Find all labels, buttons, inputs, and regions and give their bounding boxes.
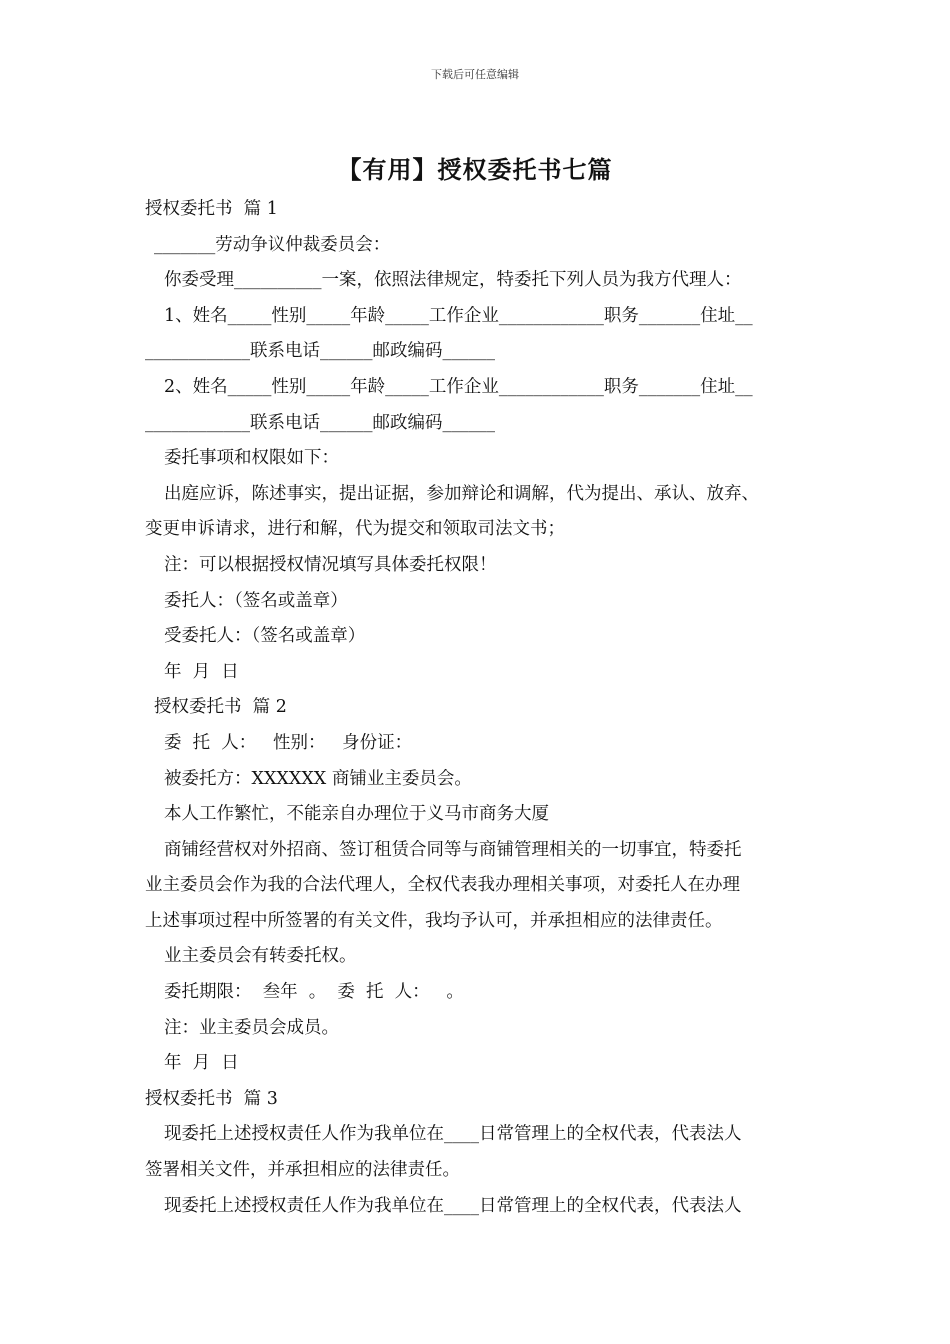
paragraph-line: 1、姓名_____性别_____年龄_____工作企业____________职务_______住址__ bbox=[164, 305, 753, 326]
document-title: 【有用】授权委托书七篇 bbox=[337, 156, 613, 184]
document-body bbox=[145, 192, 825, 1224]
paragraph-line: 受委托人：（签名或盖章） bbox=[164, 626, 366, 647]
section-heading: 授权委托书 篇 3 bbox=[145, 1088, 278, 1109]
paragraph-line: 年 月 日 bbox=[164, 1053, 239, 1074]
paragraph-line: 出庭应诉，陈述事实，提出证据，参加辩论和调解，代为提出、承认、放弃、 bbox=[164, 483, 759, 504]
paragraph-line: 签署相关文件，并承担相应的法律责任。 bbox=[145, 1160, 460, 1181]
paragraph-line: 你委受理__________一案，依照法律规定，特委托下列人员为我方代理人： bbox=[164, 270, 742, 291]
paragraph-line: 注：可以根据授权情况填写具体委托权限！ bbox=[164, 554, 497, 575]
paragraph-line: 委托事项和权限如下： bbox=[164, 448, 339, 469]
header-note: 下载后可任意编辑 bbox=[431, 68, 519, 81]
paragraph-line: ____________联系电话______邮政编码______ bbox=[145, 412, 495, 433]
paragraph-line: 现委托上述授权责任人作为我单位在____日常管理上的全权代表，代表法人 bbox=[164, 1195, 742, 1216]
paragraph-line: 业主委员会作为我的合法代理人，全权代表我办理相关事项，对委托人在办理 bbox=[145, 875, 740, 896]
paragraph-line: 注：业主委员会成员。 bbox=[164, 1017, 339, 1038]
paragraph-line: 商铺经营权对外招商、签订租赁合同等与商铺管理相关的一切事宜，特委托 bbox=[164, 839, 742, 860]
paragraph-line: _______劳动争议仲裁委员会： bbox=[154, 234, 391, 255]
paragraph-line: 委托期限： 叁年 。 委 托 人： 。 bbox=[164, 982, 464, 1003]
paragraph-line: 委托人：（签名或盖章） bbox=[164, 590, 348, 611]
section-heading: 授权委托书 篇 2 bbox=[154, 697, 287, 718]
paragraph-line: 2、姓名_____性别_____年龄_____工作企业____________职务_______住址__ bbox=[164, 376, 753, 397]
paragraph-line: 业主委员会有转委托权。 bbox=[164, 946, 357, 967]
paragraph-line: 现委托上述授权责任人作为我单位在____日常管理上的全权代表，代表法人 bbox=[164, 1124, 742, 1145]
paragraph-line: 委 托 人： 性别： 身份证： bbox=[164, 732, 413, 753]
paragraph-line: 被委托方：XXXXXX 商铺业主委员会。 bbox=[164, 768, 472, 789]
section-heading: 授权委托书 篇 1 bbox=[145, 199, 278, 219]
paragraph-line: ____________联系电话______邮政编码______ bbox=[145, 341, 495, 362]
paragraph-line: 变更申诉请求，进行和解，代为提交和领取司法文书； bbox=[145, 519, 565, 540]
paragraph-line: 本人工作繁忙，不能亲自办理位于义马市商务大厦 bbox=[164, 804, 549, 825]
paragraph-line: 年 月 日 bbox=[164, 661, 239, 682]
paragraph-line: 上述事项过程中所签署的有关文件，我均予认可，并承担相应的法律责任。 bbox=[145, 910, 723, 931]
